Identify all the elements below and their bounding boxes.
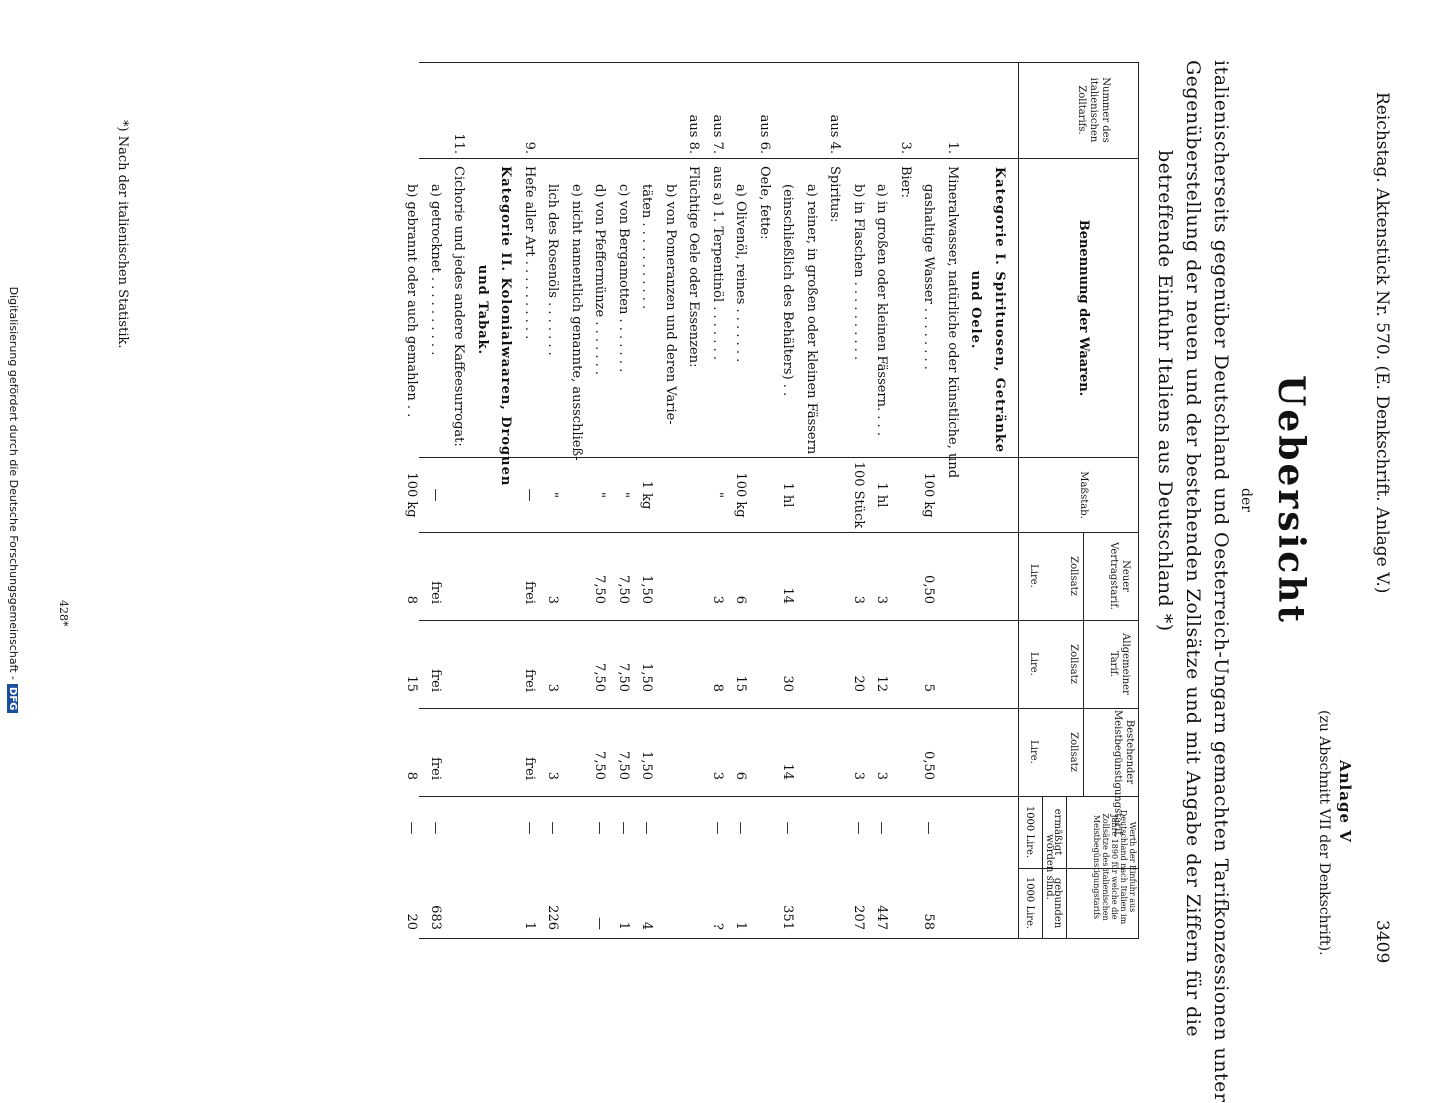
cell-allgemeiner-tarif: 15	[733, 675, 749, 692]
header-allgemeiner: Allgemeiner Tarif.	[1108, 633, 1131, 695]
table-left-rule	[419, 62, 1139, 63]
cell-allgemeiner-tarif: 5	[921, 683, 937, 692]
title-connector: der	[1238, 488, 1254, 512]
cell-benennung: b) von Pomeranzen und deren Varie-	[663, 184, 678, 425]
cell-nummer: 9.	[522, 141, 537, 154]
cell-bestehender-tarif: frei	[522, 757, 537, 780]
intro-line: betreffende Einfuhr Italiens aus Deutschland *)	[1154, 150, 1176, 632]
cell-benennung: Spiritus:	[827, 166, 843, 223]
cell-benennung: c) von Bergamotten . . . . . . .	[616, 184, 631, 373]
cell-gebunden: 4	[639, 921, 655, 930]
header-sub-rule	[1066, 796, 1067, 938]
cell-gebunden: 447	[874, 905, 890, 930]
cell-neuer-tarif: 14	[780, 587, 796, 604]
cell-gebunden: ?	[710, 923, 725, 930]
cell-benennung: Bier:	[898, 166, 913, 198]
header-lire: Lire.	[1028, 740, 1039, 764]
dfg-logo: DFG	[7, 684, 18, 713]
header-bottom-rule	[1018, 62, 1019, 938]
page-number: 428*	[57, 600, 70, 627]
cell-benennung: b) in Flaschen . . . . . . . . . .	[851, 184, 866, 361]
cell-ermaessigt: —	[710, 821, 725, 835]
cell-benennung: lich des Rosenöls . . . . . . .	[545, 184, 561, 356]
cell-gebunden: 1	[616, 921, 631, 930]
cell-masstab: 1 kg	[639, 480, 655, 510]
cell-bestehender-tarif: 0,50	[921, 751, 937, 780]
table-right-rule	[419, 938, 1139, 939]
cell-bestehender-tarif: 14	[780, 763, 796, 780]
header-worden-sind: worden sind.	[1044, 834, 1055, 900]
column-rule	[419, 708, 1139, 709]
header-bestehender: Bestehender Meistbegünstigungstarif.	[1112, 710, 1135, 838]
header-benennung: Benennung der Waaren.	[1076, 219, 1091, 397]
cell-benennung: Oele, fette:	[757, 166, 772, 240]
cell-benennung: täten . . . . . . . . . . .	[639, 184, 655, 310]
intro-line: italienischerseits gegenüber Deutschland und Oesterreich-Ungarn gemachten Tarifkonzessionen unter	[1210, 60, 1232, 1103]
document-title: Uebersicht	[1270, 374, 1312, 625]
cell-allgemeiner-tarif: 30	[780, 675, 796, 692]
cell-gebunden: 58	[921, 913, 937, 930]
cell-nummer: 11.	[451, 133, 467, 154]
cell-allgemeiner-tarif: 15	[404, 675, 420, 692]
header-masstab: Maßstab.	[1078, 471, 1089, 519]
cell-neuer-tarif: 3	[851, 595, 866, 604]
header-zollsatz: Zollsatz	[1068, 644, 1079, 684]
cell-ermaessigt: —	[639, 821, 655, 835]
cell-benennung: und Oele.	[968, 270, 984, 350]
cell-benennung: e) nicht namentlich genannte, ausschließ-	[569, 184, 584, 461]
annex-reference: (zu Abschnitt VII der Denkschrift).	[1316, 710, 1332, 956]
cell-benennung: Mineralwasser, natürliche oder künstliche, und	[945, 166, 960, 479]
cell-benennung: a) reiner, in großen oder kleinen Fässern	[804, 184, 819, 455]
header-ermaessigt: ermäßigt	[1052, 808, 1063, 856]
cell-masstab: 100 kg	[733, 472, 749, 518]
cell-bestehender-tarif: 3	[545, 771, 561, 780]
cell-ermaessigt: —	[780, 821, 796, 835]
cell-bestehender-tarif: 8	[404, 771, 420, 780]
cell-allgemeiner-tarif: 12	[874, 675, 890, 692]
cell-allgemeiner-tarif: 1,50	[639, 663, 655, 692]
intro-line: Gegenüberstellung der neuen und der bestehenden Zollsätze und mit Angabe der Ziffern für die	[1182, 60, 1204, 1038]
cell-ermaessigt: —	[545, 821, 561, 835]
table-top-rule	[1138, 62, 1139, 938]
cell-masstab: "	[545, 492, 561, 498]
cell-masstab: 1 hl	[780, 482, 796, 508]
header-zollsatz: Zollsatz	[1068, 556, 1079, 596]
cell-neuer-tarif: 1,50	[639, 575, 655, 604]
cell-allgemeiner-tarif: 7,50	[616, 663, 631, 692]
cell-neuer-tarif: 3	[545, 595, 561, 604]
cell-bestehender-tarif: 1,50	[639, 751, 655, 780]
column-rule	[419, 796, 1139, 797]
cell-masstab: —	[428, 488, 443, 502]
cell-neuer-tarif: 3	[874, 595, 890, 604]
cell-neuer-tarif: 7,50	[592, 575, 608, 604]
cell-benennung: (einschließlich des Behälters) . .	[780, 184, 796, 397]
column-rule	[419, 532, 1139, 533]
cell-benennung: Cichorie und jedes andere Kaffeesurrogat:	[451, 166, 467, 447]
cell-bestehender-tarif: 3	[874, 771, 890, 780]
cell-masstab: —	[522, 488, 537, 502]
cell-nummer: aus 7.	[710, 114, 725, 154]
cell-gebunden: 683	[428, 905, 443, 930]
header-neuer: Neuer Vertragstarif.	[1108, 542, 1131, 610]
cell-allgemeiner-tarif: 20	[851, 675, 866, 692]
cell-nummer: 1.	[945, 141, 960, 154]
cell-ermaessigt: —	[404, 821, 420, 835]
cell-ermaessigt: —	[616, 821, 631, 835]
digitization-text: Digitalisierung gefördert durch die Deutsche Forschungsgemeinschaft -	[7, 286, 20, 681]
cell-ermaessigt: —	[851, 821, 866, 835]
cell-benennung: Kategorie II. Kolonialwaaren, Droguen	[498, 166, 514, 487]
cell-neuer-tarif: 3	[710, 595, 725, 604]
cell-nummer: 3.	[898, 141, 913, 154]
header-werth: Werth der Einfuhr aus Deutschland nach Italien im Jahre 1890 für welche die Zollsätze des italienischen Meistbegünstigungstarifs	[1092, 809, 1137, 925]
cell-gebunden: 226	[545, 905, 561, 930]
cell-ermaessigt: —	[592, 821, 608, 835]
cell-benennung: Flüchtige Oele oder Essenzen:	[686, 166, 702, 368]
cell-gebunden: 351	[780, 905, 796, 930]
cell-benennung: und Tabak.	[475, 264, 490, 356]
cell-neuer-tarif: 7,50	[616, 575, 631, 604]
cell-allgemeiner-tarif: 8	[710, 683, 725, 692]
cell-ermaessigt: —	[428, 821, 443, 835]
cell-neuer-tarif: 8	[404, 595, 420, 604]
column-rule	[419, 158, 1139, 159]
cell-gebunden: 207	[851, 905, 866, 930]
cell-neuer-tarif: frei	[522, 581, 537, 604]
cell-masstab: "	[710, 492, 725, 498]
cell-bestehender-tarif: 3	[710, 771, 725, 780]
cell-nummer: aus 8.	[686, 114, 702, 154]
cell-nummer: aus 6.	[757, 114, 772, 154]
tariff-table	[404, 62, 1139, 938]
cell-allgemeiner-tarif: 3	[545, 683, 561, 692]
cell-benennung: b) gebrannt oder auch gemahlen . .	[404, 184, 420, 418]
cell-benennung: a) Olivenöl, reines . . . . . . .	[733, 184, 749, 363]
header-zollsatz: Zollsatz	[1068, 732, 1079, 772]
cell-bestehender-tarif: 7,50	[592, 751, 608, 780]
cell-ermaessigt: —	[921, 821, 937, 835]
cell-masstab: "	[616, 492, 631, 498]
cell-gebunden: 1	[733, 921, 749, 930]
cell-bestehender-tarif: 6	[733, 771, 749, 780]
cell-bestehender-tarif: 3	[851, 771, 866, 780]
cell-masstab: 100 kg	[404, 472, 420, 518]
digitization-note	[7, 0, 20, 1000]
cell-nummer: aus 4.	[827, 114, 843, 154]
cell-gebunden: —	[592, 917, 608, 930]
cell-bestehender-tarif: 7,50	[616, 751, 631, 780]
cell-neuer-tarif: frei	[428, 581, 443, 604]
header-gebunden: gebunden	[1052, 877, 1063, 929]
cell-benennung: a) in großen oder kleinen Fässern. . . .	[874, 184, 890, 436]
page-folio: 3409	[1372, 920, 1392, 964]
header-sub-rule	[1083, 532, 1084, 796]
header-lire: Lire.	[1028, 564, 1039, 588]
cell-benennung: Hefe aller Art . . . . . . . . . .	[522, 166, 537, 340]
cell-bestehender-tarif: frei	[428, 757, 443, 780]
cell-masstab: 1 hl	[874, 482, 890, 508]
cell-ermaessigt: —	[522, 821, 537, 835]
cell-masstab: 100 Stück	[851, 461, 866, 529]
cell-allgemeiner-tarif: frei	[428, 669, 443, 692]
cell-benennung: Kategorie I. Spirituosen, Getränke	[992, 166, 1007, 454]
column-rule	[419, 620, 1139, 621]
footnote: *) Nach der italienischen Statistik.	[115, 120, 130, 349]
cell-masstab: 100 kg	[921, 472, 937, 518]
cell-masstab: "	[592, 492, 608, 498]
header-tausend-lire: 1000 Lire.	[1024, 876, 1035, 930]
cell-allgemeiner-tarif: 7,50	[592, 663, 608, 692]
cell-benennung: a) getrocknet . . . . . . . . . .	[428, 184, 443, 356]
header-lire: Lire.	[1028, 652, 1039, 676]
cell-gebunden: 1	[522, 921, 537, 930]
column-rule	[419, 457, 1139, 458]
running-header: Reichstag. Aktenstück Nr. 570. (E. Denkschrift. Anlage V.)	[1372, 92, 1392, 594]
cell-benennung: d) von Pfeffermünze . . . . . . .	[592, 184, 608, 376]
cell-gebunden: 20	[404, 913, 420, 930]
cell-ermaessigt: —	[874, 821, 890, 835]
cell-allgemeiner-tarif: frei	[522, 669, 537, 692]
cell-neuer-tarif: 0,50	[921, 575, 937, 604]
cell-benennung: gashaltige Wasser . . . . . . . .	[921, 184, 937, 370]
header-nummer: Nummer des italienischen Zolltarifs.	[1076, 77, 1111, 143]
annex-label: Anlage V	[1336, 760, 1354, 843]
cell-benennung: aus a) 1. Terpentinöl . . . . . . .	[710, 166, 725, 360]
header-tausend-lire: 1000 Lire.	[1024, 805, 1035, 859]
cell-ermaessigt: —	[733, 821, 749, 835]
cell-neuer-tarif: 6	[733, 595, 749, 604]
